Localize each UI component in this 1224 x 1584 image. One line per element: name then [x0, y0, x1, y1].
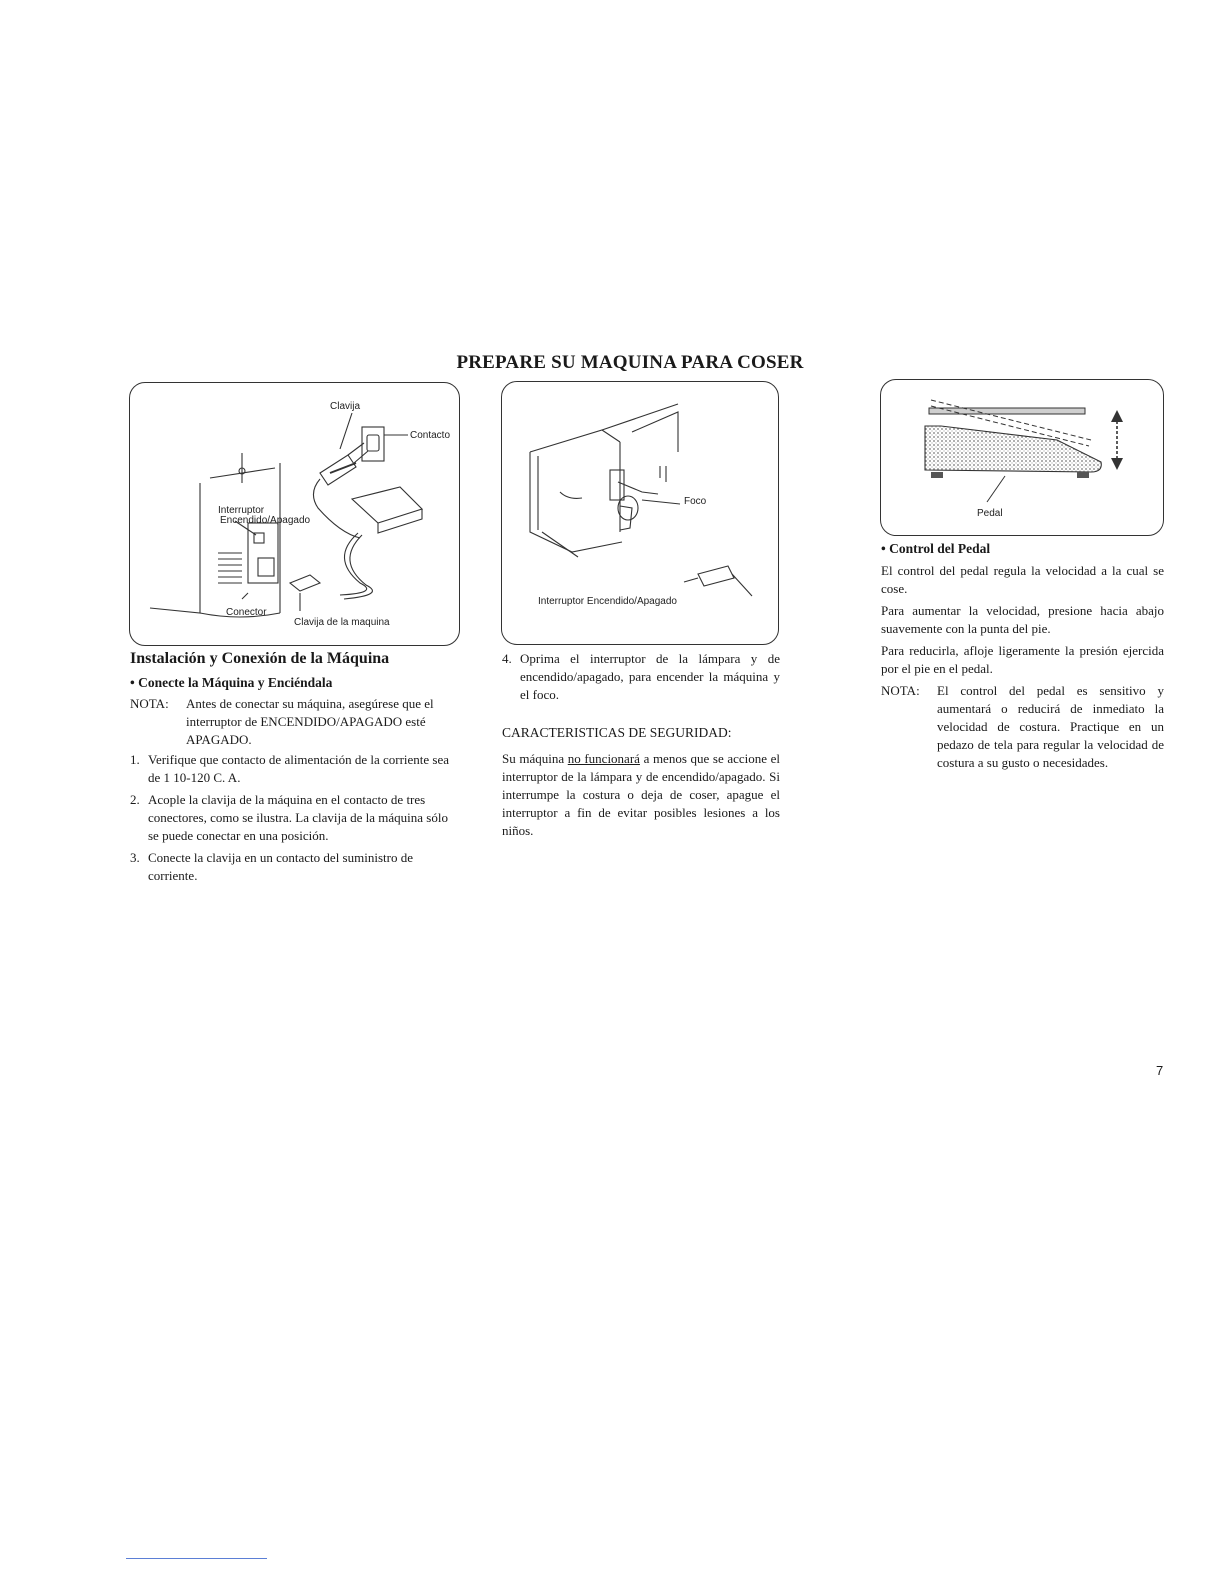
- safety-heading: CARACTERISTICAS DE SEGURIDAD:: [502, 725, 732, 740]
- note-key: NOTA:: [881, 683, 920, 698]
- list-item: 2. Acople la clavija de la máquina en el contacto de tres conectores, como se ilustra. La clavija de la máquina sólo se puede conectar en una posición.: [130, 792, 448, 843]
- list-item: 4. Oprima el interruptor de la lámpara y de encendido/apagado, para encender la máquina y el foco.: [502, 651, 780, 702]
- footer-divider: [126, 1558, 267, 1559]
- column-pedal-control: [881, 540, 1164, 774]
- safety-underline: no funcionará: [567, 751, 640, 766]
- label-interruptor-encendido: Interruptor Encendido/Apagado: [538, 596, 677, 607]
- note-key: NOTA:: [130, 696, 169, 711]
- figure-pedal: [880, 379, 1164, 536]
- label-conector: Conector: [226, 607, 267, 618]
- pedal-illustration: [881, 380, 1163, 535]
- figure-lamp-switch: [501, 381, 779, 645]
- list-item: 3. Conecte la clavija en un contacto del suministro de corriente.: [130, 850, 413, 883]
- safety-paragraph: Su máquina no funcionará a menos que se accione el interruptor de la lámpara y de encendido/apagado. Si interrumpe la costura o deja de coser, apague el interruptor a fin de evitar posibles lesiones a los niños.: [502, 751, 781, 838]
- label-clavija: Clavija: [330, 401, 361, 412]
- column-lamp-safety: [502, 650, 780, 844]
- label-pedal: Pedal: [977, 508, 1003, 519]
- subheading-connect: • Conecte la Máquina y Enciéndala: [130, 675, 333, 690]
- machine-connection-illustration: [130, 383, 459, 645]
- label-encendido-apagado: Encendido/Apagado: [220, 515, 311, 526]
- page-title: PREPARE SU MAQUINA PARA COSER: [456, 352, 804, 373]
- figure-machine-connection: [129, 382, 460, 646]
- column-installation: [130, 650, 462, 889]
- pedal-paragraph-1: El control del pedal regula la velocidad a la cual se cose.: [881, 563, 1164, 596]
- label-contacto: Contacto: [410, 430, 451, 441]
- note-text: El control del pedal es sensitivo y aumentará o reducirá de inmediato la velocidad de costura. Practique en un pedazo de tela para regular la velocidad de costura a su gusto o necesidades.: [937, 683, 1164, 770]
- label-foco: Foco: [684, 496, 707, 507]
- page-number: 7: [1156, 1063, 1164, 1078]
- note-block: [130, 695, 462, 749]
- pedal-note-block: [881, 682, 1164, 772]
- list-item: 1. Verifique que contacto de alimentación de la corriente sea de 1 10-120 C. A.: [130, 752, 450, 785]
- section-heading-installation: Instalación y Conexión de la Máquina: [130, 650, 390, 667]
- label-interruptor: Interruptor: [218, 505, 265, 516]
- note-text: Antes de conectar su máquina, asegúrese que el interruptor de ENCENDIDO/APAGADO esté APAGADO.: [186, 696, 434, 747]
- pedal-paragraph-2: Para aumentar la velocidad, presione hacia abajo suavemente con la punta del pie.: [881, 603, 1164, 636]
- pedal-heading: • Control del Pedal: [881, 541, 991, 556]
- pedal-paragraph-3: Para reducirla, afloje ligeramente la presión ejercida por el pie en el pedal.: [881, 643, 1164, 676]
- label-clavija-maquina: Clavija de la maquina: [294, 617, 390, 628]
